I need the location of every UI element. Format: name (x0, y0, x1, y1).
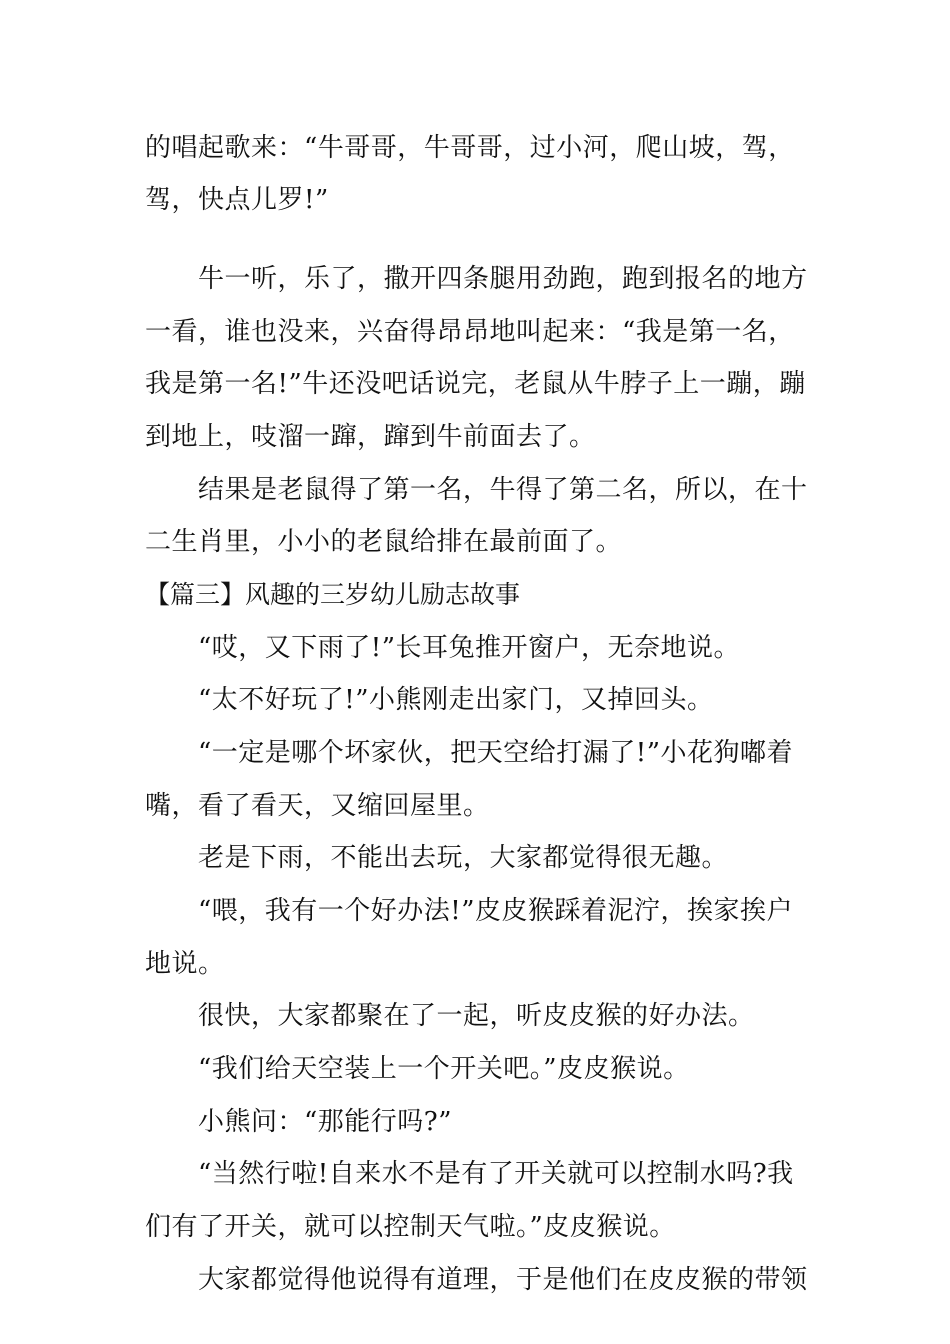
paragraph-start-line: “太不好玩了!”小熊刚走出家门，又掉回头。 (198, 685, 714, 715)
section-heading: 【篇三】风趣的三岁幼儿励志故事 (145, 580, 521, 609)
paragraph-start-line: 结果是老鼠得了第一名，牛得了第二名，所以，在十 (198, 475, 808, 505)
text-line: 的唱起歌来：“牛哥哥，牛哥哥，过小河，爬山坡，驾， (145, 133, 795, 163)
paragraph-start-line: “哎，又下雨了!”长耳兔推开窗户，无奈地说。 (198, 633, 741, 663)
text-line: 到地上，吱溜一蹿，蹿到牛前面去了。 (145, 422, 596, 452)
paragraph-start-line: 牛一听，乐了，撒开四条腿用劲跑，跑到报名的地方 (198, 264, 808, 294)
paragraph-start-line: 大家都觉得他说得有道理，于是他们在皮皮猴的带领 (198, 1265, 808, 1295)
text-line: 二生肖里，小小的老鼠给排在最前面了。 (145, 527, 623, 557)
text-line: 地说。 (145, 949, 225, 979)
paragraph-start-line: “一定是哪个坏家伙，把天空给打漏了!”小花狗嘟着 (198, 738, 794, 768)
paragraph-start-line: 小熊问：“那能行吗?” (198, 1107, 453, 1137)
paragraph-start-line: “喂，我有一个好办法!”皮皮猴踩着泥泞，挨家挨户 (198, 896, 794, 926)
paragraph-start-line: “我们给天空装上一个开关吧。”皮皮猴说。 (198, 1054, 690, 1084)
text-line: 嘴，看了看天，又缩回屋里。 (145, 791, 490, 821)
text-line: 们有了开关，就可以控制天气啦。”皮皮猴说。 (145, 1212, 676, 1242)
text-line: 我是第一名!”牛还没吧话说完，老鼠从牛脖子上一蹦，蹦 (145, 369, 806, 399)
paragraph-start-line: 老是下雨，不能出去玩，大家都觉得很无趣。 (198, 843, 729, 873)
paragraph-start-line: 很快，大家都聚在了一起，听皮皮猴的好办法。 (198, 1001, 755, 1031)
paragraph-start-line: “当然行啦!自来水不是有了开关就可以控制水吗?我 (198, 1159, 794, 1189)
text-line: 一看，谁也没来，兴奋得昂昂地叫起来：“我是第一名， (145, 317, 795, 347)
text-line: 驾，快点儿罗!” (145, 185, 329, 215)
